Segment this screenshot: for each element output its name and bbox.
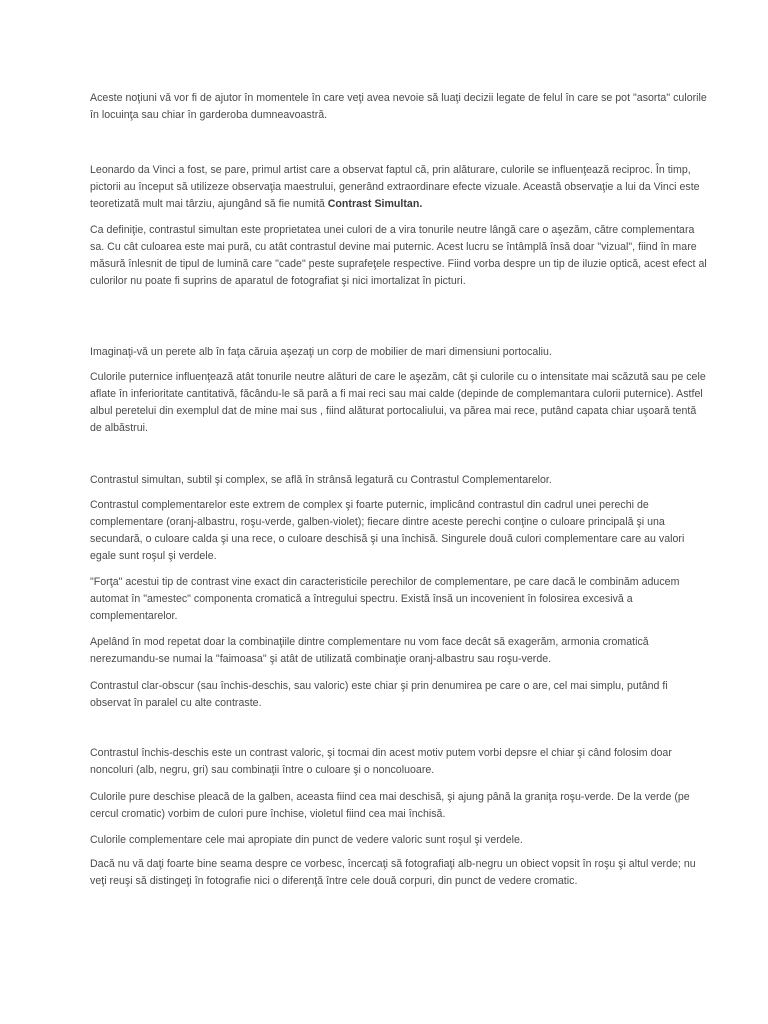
paragraph-repeated-use: Apelând în mod repetat doar la combinaţiile dintre complementare nu vom face decât să exagerăm, armonia cromatică nerezumandu-se numai la "faimoasa" şi atât de utilizată combinaţie oranj-albastru sau roşu-verde.: [90, 636, 649, 665]
paragraph-value-contrast: Contrastul închis-deschis este un contrast valoric, şi tocmai din acest motiv putem vorbi depsre el chiar şi când folosim doar noncoluri (alb, negru, gri) sau combinaţii între o culoare şi o noncoluoare.: [90, 747, 672, 776]
paragraph-simultaneous-complementary: Contrastul simultan, subtil şi complex, se află în strânsă legatură cu Contrastul Complementarelor.: [90, 474, 552, 486]
paragraph-force: "Forţa" acestui tip de contrast vine exact din caracteristicile perechilor de complementare, pe care dacă le combinăm aducem automat în "amestec" componenta cromatică a întregului spectru. Există însă un incovenient în folosirea excesivă a complementarelor.: [90, 576, 680, 622]
paragraph-pure-light-colors: Culorile pure deschise pleacă de la galben, aceasta fiind cea mai deschisă, şi ajung până la graniţa roşu-verde. De la verde (pe cercul cromatic) vorbim de culori pure închise, violetul fiind cea mai închisă.: [90, 791, 690, 820]
paragraph-clar-obscur: Contrastul clar-obscur (sau închis-deschis, sau valoric) este chiar şi prin denumirea pe care o are, cel mai simplu, putând fi observat în paralel cu alte contraste.: [90, 680, 668, 709]
paragraph-closest-complementary: Culorile complementare cele mai apropiate din punct de vedere valoric sunt roşul şi verdele.: [90, 834, 523, 846]
document-page: [90, 0, 710, 1024]
paragraph-example-wall: Imaginaţi-vă un perete alb în faţa căruia aşezaţi un corp de mobilier de mari dimensiuni portocaliu.: [90, 346, 552, 358]
paragraph-photo-test: Dacă nu vă daţi foarte bine seama despre ce vorbesc, încercaţi să fotografiaţi alb-negru un obiect vopsit în roşu şi altul verde; nu veţi reuşi să distingeţi în fotografie nici o diferenţă între cele două corpuri, din punct de vedere cromatic.: [90, 858, 696, 887]
paragraph-leonardo: [90, 162, 708, 213]
paragraph-intro: Aceste noţiuni vă vor fi de ajutor în momentele în care veţi avea nevoie să luaţi decizii legate de felul în care se pot "asorta" culorile în locuinţa sau chiar în garderoba dumneavoastră.: [90, 92, 707, 121]
paragraph-leonardo-text: Leonardo da Vinci a fost, se pare, primul artist care a observat faptul că, prin alăturare, culorile se influenţează reciproc. În timp, pictorii au început să utilizeze observaţia maestrului, generând extraordinare efecte vizuale. Această observaţie a lui da Vinci este teoretizată mult mai târziu, ajungând să fie numită: [90, 164, 700, 210]
paragraph-strong-colors: Culorile puternice influenţează atât tonurile neutre alături de care le aşezăm, cât şi culorile cu o intensitate mai scăzută sau pe cele aflate în inferioritate cantitativă, făcându-le să pară a fi mai reci sau mai calde (depinde de complemantara culorii puternice). Astfel albul peretelui din exemplul dat de mine mai sus , fiind alăturat portocaliului, va părea mai rece, putând capata chiar uşoară tentă de albăstrui.: [90, 371, 706, 434]
paragraph-complementary-contrast: Contrastul complementarelor este extrem de complex şi foarte puternic, implicând contrastul din cadrul unei perechi de complementare (oranj-albastru, roşu-verde, galben-violet); fiecare dintre aceste perechi conţine o culoare principală şi una secundară, o culoare calda şi una rece, o culoare deschisă şi una închisă. Singurele două culori complementare care au valori egale sunt roşul şi verdele.: [90, 499, 685, 562]
paragraph-definition: Ca definiţie, contrastul simultan este proprietatea unei culori de a vira tonurile neutre lângă care o aşezăm, către complementara sa. Cu cât culoarea este mai pură, cu atât contrastul devine mai puternic. Acest lucru se întâmplă însă doar "vizual", fiind în mare măsură înlesnit de tipul de lumină care "cade" peste suprafeţele respective. Fiind vorba despre un tip de iluzie optică, acest efect al culorilor nu poate fi suprins de aparatul de fotografiat şi nici imortalizat în picturi.: [90, 224, 707, 287]
bold-term-contrast-simultan: Contrast Simultan.: [327, 198, 423, 210]
